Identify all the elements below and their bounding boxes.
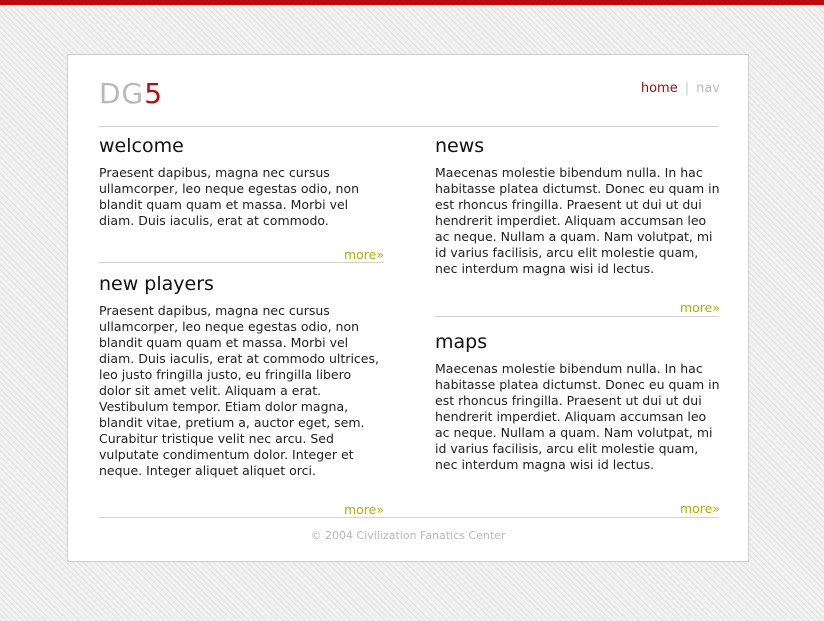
maps-more-link[interactable]: more» (679, 501, 720, 516)
news-section (435, 135, 720, 277)
nav-link[interactable]: nav (696, 81, 720, 96)
news-title: news (435, 135, 485, 157)
maps-section (435, 331, 720, 473)
footer-divider (99, 517, 719, 518)
welcome-divider (99, 262, 384, 263)
nav-home-link[interactable]: home (640, 81, 678, 96)
news-divider (435, 316, 719, 317)
logo-prefix: DG (99, 77, 145, 110)
new-players-section (99, 273, 384, 479)
news-body: Maecenas molestie bibendum nulla. In hac habitasse platea dictumst. Donec eu quam in est rhoncus fringilla. Praesent ut dui ut dui hendrerit imperdiet. Aliquam accumsan leo ac neque. Nullam a quam. Nam volutpat, mi id varius facilisis, arcu elit molestie quam, nec interdum magna wisi id lectus. (435, 165, 720, 276)
welcome-more-link[interactable]: more» (343, 247, 384, 262)
new-players-more-link[interactable]: more» (343, 502, 384, 517)
welcome-section (99, 135, 384, 229)
maps-body: Maecenas molestie bibendum nulla. In hac habitasse platea dictumst. Donec eu quam in est rhoncus fringilla. Praesent ut dui ut dui hendrerit imperdiet. Aliquam accumsan leo ac neque. Nullam a quam. Nam volutpat, mi id varius facilisis, arcu elit molestie quam, nec interdum magna wisi id lectus. (435, 361, 720, 472)
nav-separator: | (684, 81, 690, 96)
top-accent-bar (0, 0, 824, 5)
maps-title: maps (435, 331, 488, 353)
welcome-body: Praesent dapibus, magna nec cursus ullamcorper, leo neque egestas odio, non blandit quam quam et massa. Morbi vel diam. Duis iaculis, erat at commodo. (99, 165, 360, 228)
footer-copyright: © 2004 Civilization Fanatics Center (310, 529, 506, 542)
page-container (67, 54, 749, 562)
welcome-title: welcome (99, 135, 184, 157)
top-nav (641, 81, 720, 96)
news-more-link[interactable]: more» (679, 300, 720, 315)
site-logo[interactable] (99, 79, 163, 109)
header-divider (99, 126, 719, 127)
new-players-body: Praesent dapibus, magna nec cursus ullamcorper, leo neque egestas odio, non blandit quam quam et massa. Morbi vel diam. Duis iaculis, erat at commodo ultrices, leo justo fringilla justo, eu fringilla libero dolor sit amet velit. Aliquam a erat. Vestibulum tempor. Etiam dolor magna, blandit vitae, pretium a, auctor eget, sem. Curabitur tristique velit nec arcu. Sed vulputate condimentum dolor. Integer et neque. Integer aliquet aliquet orci. (99, 303, 379, 478)
new-players-title: new players (99, 273, 214, 295)
logo-number: 5 (144, 77, 164, 110)
